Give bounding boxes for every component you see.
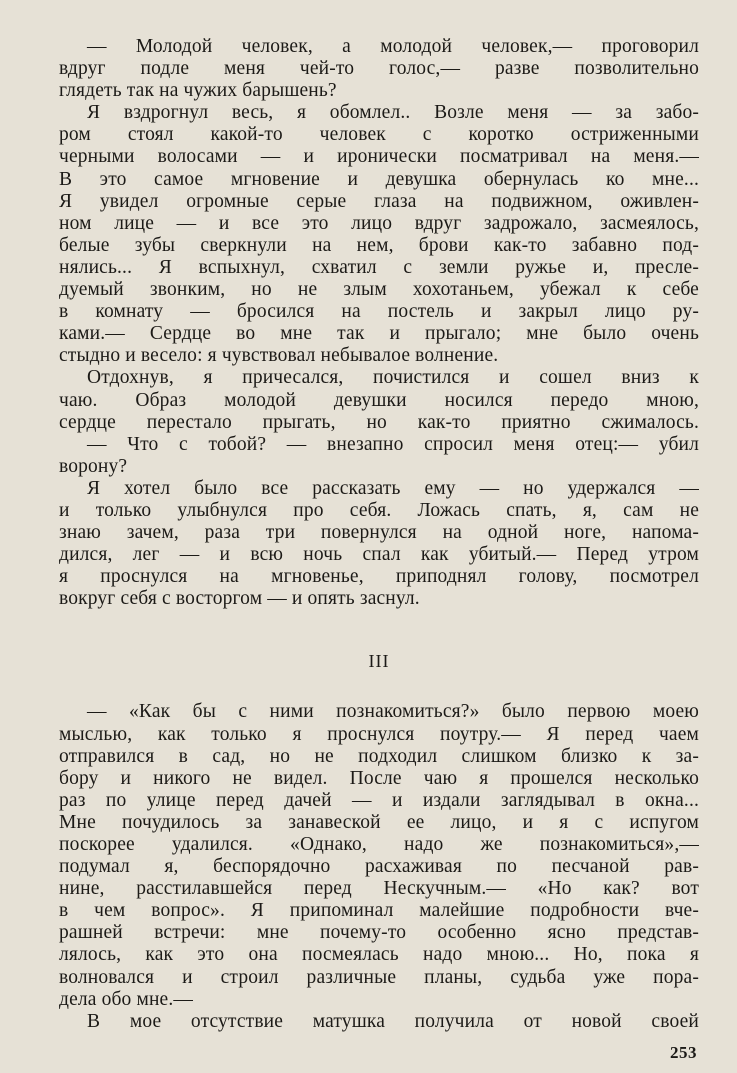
- text-line: ном лице — и все это лицо вдруг задрожало, засмеялось,: [59, 212, 699, 234]
- text-line: ворону?: [59, 455, 128, 477]
- text-line: подумал я, беспорядочно расхаживая по песчаной рав-: [59, 856, 699, 878]
- text-line: поскорее удалился. «Однако, надо же познакомиться»,—: [59, 834, 699, 855]
- text-line: — Молодой человек, а молодой человек,— проговорил: [87, 36, 699, 57]
- text-line: В это самое мгновение и девушка обернулась ко мне...: [59, 168, 699, 190]
- text-line: дуемый звонким, но не злым хохотаньем, убежал к себе: [59, 279, 699, 301]
- text-line: ками.— Сердце во мне так и прыгало; мне было очень: [59, 323, 699, 345]
- text-line: вдруг подле меня чей-то голос,— разве позволительно: [59, 58, 699, 80]
- text-line: я проснулся на мгновенье, приподнял голову, посмотрел: [59, 566, 699, 588]
- text-line: лялось, как это она посмеялась надо мною... Но, пока я: [59, 944, 699, 966]
- text-line: бору и никого не видел. После чаю я прошелся несколько: [59, 767, 699, 789]
- text-line: мыслью, как только я проснулся поутру.— Я перед чаем: [59, 723, 699, 745]
- text-line: В мое отсутствие матушка получила от новой своей: [87, 1010, 699, 1032]
- paragraph-block-2: [59, 701, 699, 1032]
- text-line: белые зубы сверкнули на нем, брови как-то забавно под-: [59, 234, 699, 256]
- text-line: Я вздрогнул весь, я обомлел.. Возле меня — за забо-: [87, 102, 699, 124]
- text-line: черными волосами — и иронически посматривал на меня.—: [59, 146, 699, 168]
- text-line: глядеть так на чужих барышень?: [59, 80, 337, 102]
- text-line: дился, лег — и всю ночь спал как убитый.— Перед утром: [59, 544, 699, 566]
- text-line: Мне почудилось за занавеской ее лицо, и я с испугом: [59, 811, 699, 833]
- text-line: отправился в сад, но не подходил слишком близко к за-: [59, 745, 699, 767]
- text-line: раз по улице перед дачей — и издали заглядывал в окна...: [59, 789, 699, 811]
- paragraph-block-1: [59, 36, 699, 610]
- page-number: 253: [670, 1043, 697, 1062]
- text-line: — Что с тобой? — внезапно спросил меня отец:— убил: [87, 433, 699, 455]
- text-line: в чем вопрос». Я припоминал малейшие подробности вче-: [59, 900, 699, 922]
- text-line: дела обо мне.—: [59, 988, 194, 1010]
- text-line: Я хотел было все рассказать ему — но удержался —: [87, 477, 699, 499]
- text-line: стыдно и весело: я чувствовал небывалое волнение.: [59, 345, 499, 367]
- text-line: нялись... Я вспыхнул, схватил с земли ружье и, пресле-: [59, 256, 699, 278]
- text-line: рашней встречи: мне почему-то особенно ясно представ-: [59, 922, 699, 944]
- text-line: Отдохнув, я причесался, почистился и сошел вниз к: [87, 367, 699, 389]
- text-line: вокруг себя с восторгом — и опять заснул.: [59, 588, 420, 610]
- text-line: чаю. Образ молодой девушки носился передо мною,: [59, 389, 699, 411]
- text-line: знаю зачем, раза три повернулся на одной ноге, напома-: [59, 522, 699, 544]
- chapter-heading: III: [368, 651, 390, 672]
- text-line: волновался и строил различные планы, судьба уже пора-: [59, 966, 699, 988]
- text-line: — «Как бы с ними познакомиться?» было первою моею: [87, 701, 699, 723]
- text-line: в комнату — бросился на постель и закрыл лицо ру-: [59, 301, 699, 323]
- book-page: [59, 36, 699, 1046]
- text-line: Я увидел огромные серые глаза на подвижном, оживлен-: [59, 190, 699, 212]
- text-line: и только улыбнулся про себя. Ложась спать, я, сам не: [59, 499, 699, 521]
- text-line: сердце перестало прыгать, но как-то приятно сжималось.: [59, 411, 699, 433]
- text-line: ром стоял какой-то человек с коротко остриженными: [59, 124, 699, 146]
- text-line: нине, расстилавшейся перед Нескучным.— «Но как? вот: [59, 878, 699, 900]
